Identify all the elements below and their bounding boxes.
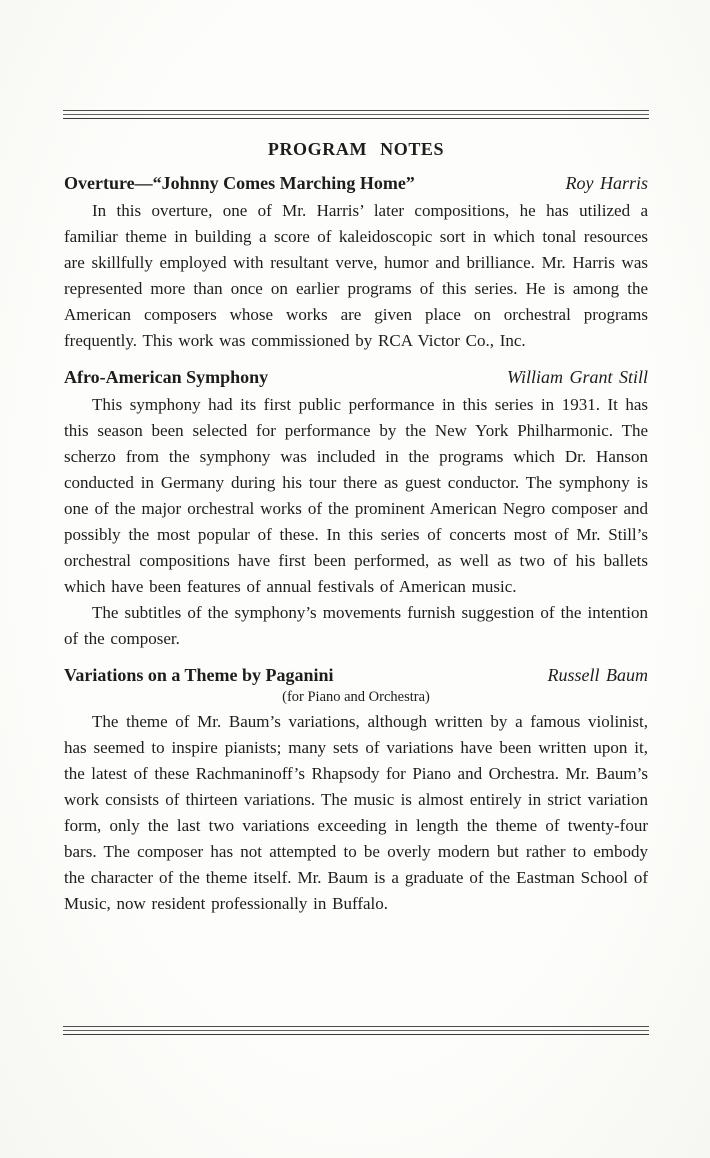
composer-name: William Grant Still [506, 367, 648, 387]
piece-title: Overture—“Johnny Comes Marching Home” [64, 173, 415, 193]
composer-name: Russell Baum [547, 665, 648, 685]
piece-title: Variations on a Theme by Paganini [64, 665, 334, 685]
bottom-triple-rule [63, 1026, 649, 1036]
note-paragraph: This symphony had its first public performance in this series in 1931. It has this season been selected for performance by the New York Philharmonic. The scherzo from the symphony was included in the programs which Dr. Hanson conducted in Germany during his tour there as guest conductor. The symphony is one of the major orchestral works of the prominent American Negro composer and possibly the most popular of these. In this series of concerts most of Mr. Still’s orchestral compositions have first been performed, as well as two of his ballets which have been features of annual festivals of American music. [64, 395, 648, 596]
note-paragraph: The theme of Mr. Baum’s variations, although written by a famous violinist, has seemed to inspire pianists; many sets of variations have been written upon it, the latest of these Rachmaninoff’s Rhapsody for Piano and Orchestra. Mr. Baum’s work consists of thirteen variations. The music is almost entirely in strict variation form, only the last two variations exceeding in length the theme of twenty-four bars. The composer has not attempted to be overly modern but rather to embody the character of the theme itself. Mr. Baum is a graduate of the Eastman School of Music, now resident professionally in Buffalo. [64, 712, 648, 913]
note-paragraph: The subtitles of the symphony’s movements furnish suggestion of the intention of the composer. [64, 603, 648, 648]
piece-heading-row [64, 366, 648, 389]
section-variations-on-a-theme-by-paganini [64, 664, 648, 917]
composer-name: Roy Harris [565, 173, 648, 193]
piece-heading-row [64, 172, 648, 195]
page-content [64, 0, 648, 917]
piece-heading-row [64, 664, 648, 687]
piece-title: Afro-American Symphony [64, 367, 269, 387]
section-overture-johnny-comes-marching-home [64, 172, 648, 354]
piece-subtitle: (for Piano and Orchestra) [282, 689, 430, 705]
page-title: PROGRAM NOTES [267, 139, 445, 159]
section-afro-american-symphony [64, 366, 648, 652]
note-paragraph: In this overture, one of Mr. Harris’ later compositions, he has utilized a familiar theme in building a score of kaleidoscopic sort in which tonal resources are skillfully employed with resultant verve, humor and brilliance. Mr. Harris was represented more than once on earlier programs of this series. He is among the American composers whose works are given place on orchestral programs frequently. This work was commissioned by RCA Victor Co., Inc. [64, 201, 648, 350]
